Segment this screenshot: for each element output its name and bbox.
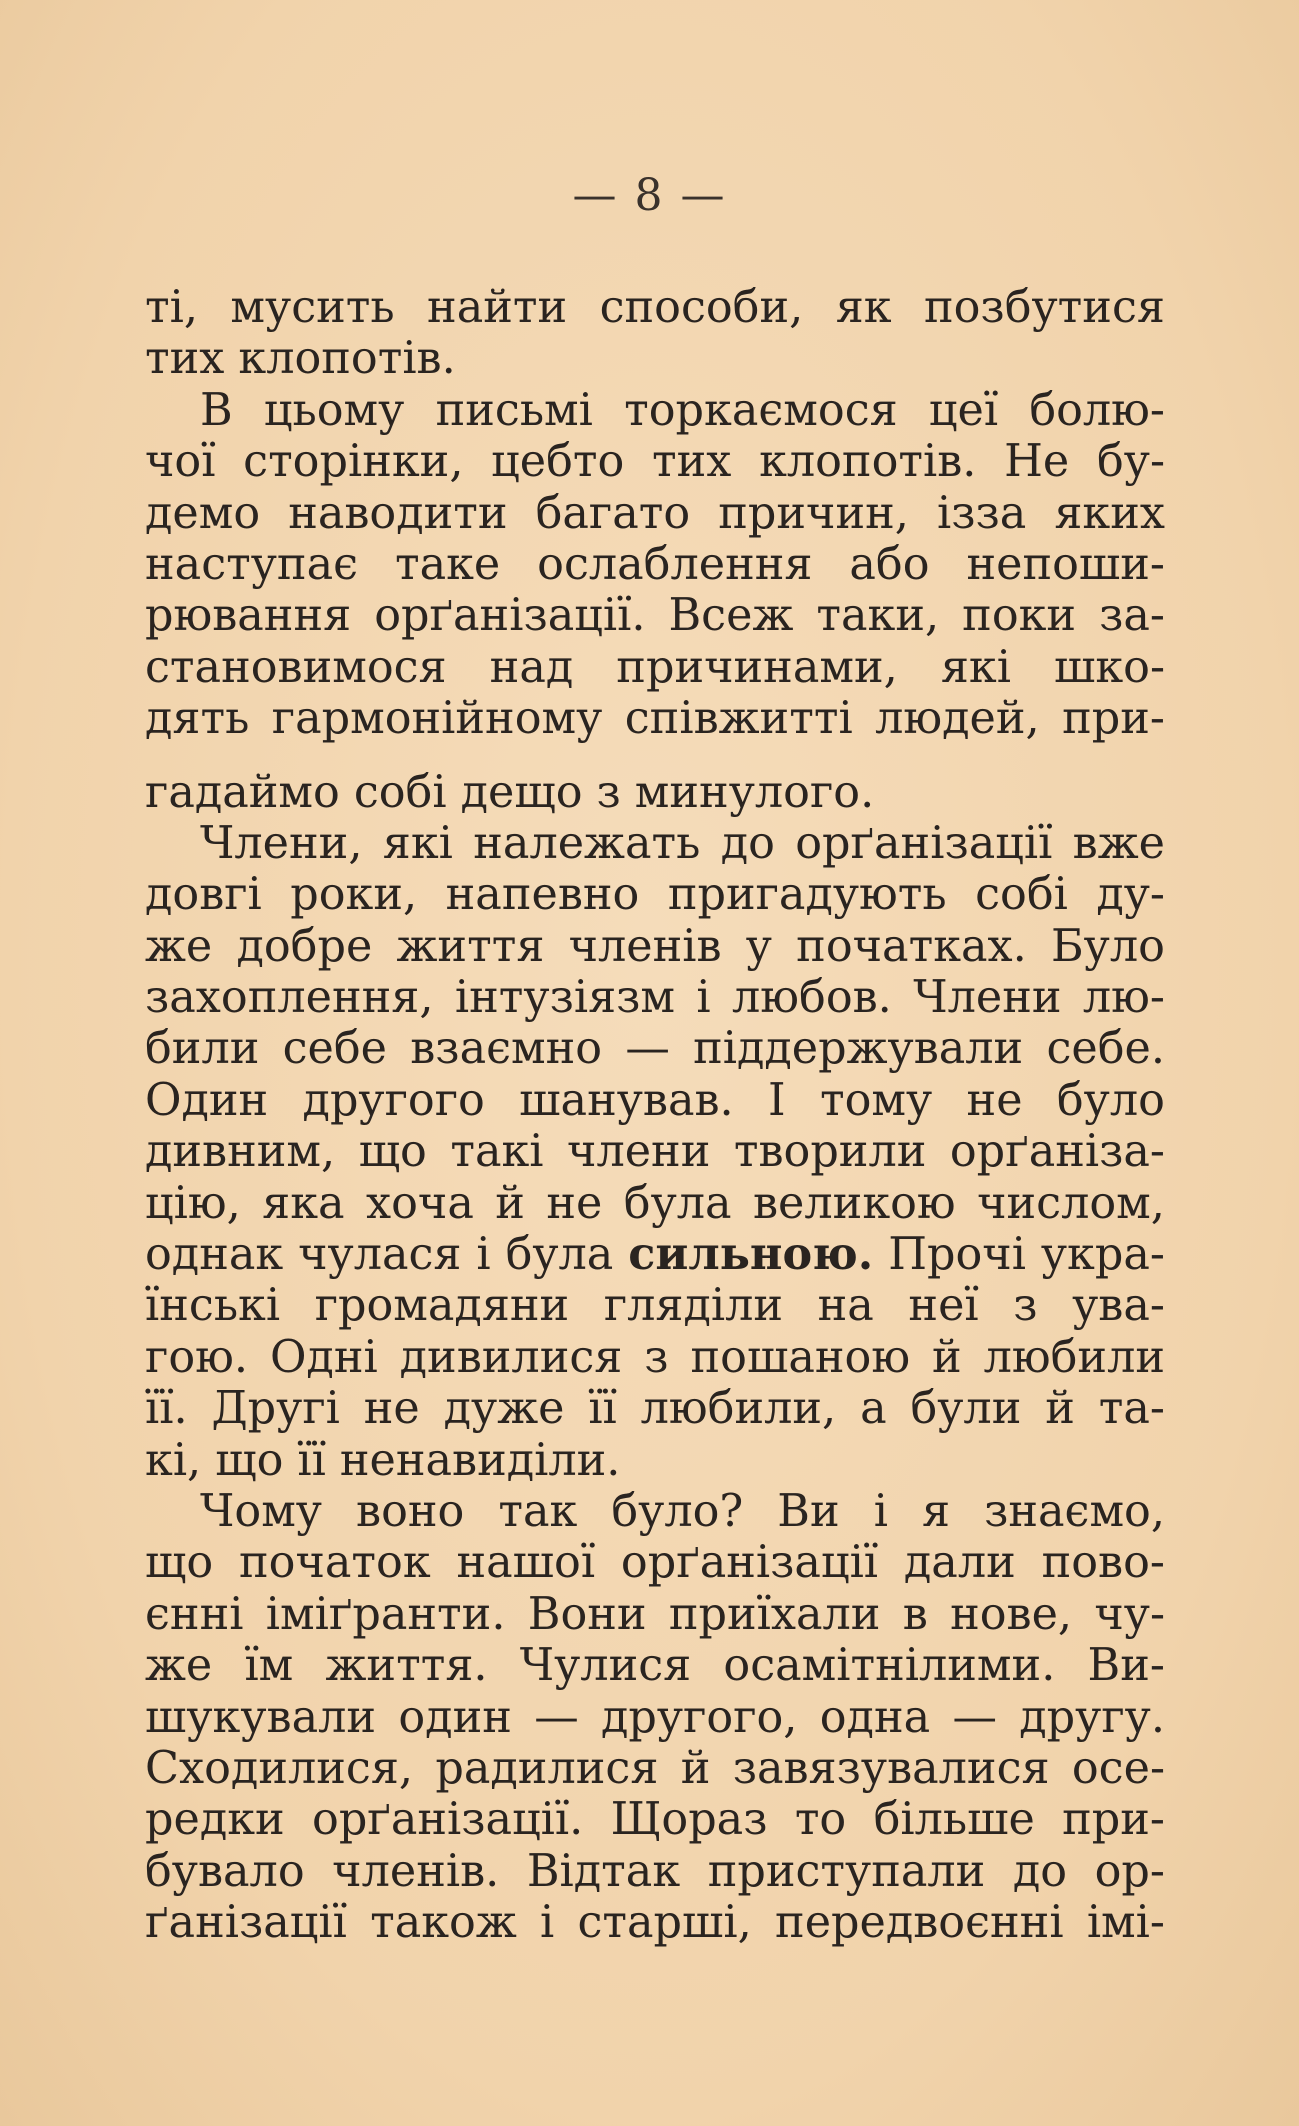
word: шанував. <box>519 1074 734 1126</box>
word: Не <box>1004 436 1070 488</box>
word: минулого. <box>634 766 875 818</box>
word: найти <box>427 282 568 333</box>
word: які <box>940 641 1011 693</box>
word: піддержували <box>693 1023 1024 1075</box>
text-line <box>145 693 1165 744</box>
word: при- <box>1062 693 1165 745</box>
word: і <box>873 1485 888 1537</box>
word: дещо <box>460 766 583 818</box>
word: укра- <box>1040 1229 1165 1281</box>
word: ослаблення <box>537 538 813 590</box>
word: творили <box>733 1126 927 1178</box>
text-line <box>145 1589 1165 1640</box>
word: Ви <box>777 1485 840 1537</box>
word: в <box>902 1588 928 1640</box>
word: редки <box>145 1794 285 1846</box>
word: то <box>794 1794 847 1846</box>
word: було? <box>611 1485 744 1537</box>
word: чулася <box>298 1229 462 1281</box>
word: ті, <box>145 282 198 333</box>
word: клопотів. <box>238 333 456 385</box>
word: другого <box>302 1074 485 1126</box>
word: Члени <box>913 972 1062 1024</box>
word: чої <box>145 436 216 488</box>
word: Чулися <box>519 1640 692 1692</box>
word: пово- <box>1041 1537 1165 1589</box>
word: лю- <box>1082 972 1165 1024</box>
word: їнські <box>145 1280 281 1332</box>
word: гою. <box>145 1331 248 1383</box>
word: Одні <box>269 1331 378 1383</box>
word: її <box>588 1383 617 1435</box>
word: були <box>910 1383 1022 1435</box>
text-line <box>145 1075 1165 1126</box>
word: іміґранти. <box>265 1588 506 1640</box>
word: й <box>932 1331 962 1383</box>
word: Прочі <box>888 1229 1026 1281</box>
word: цію, <box>145 1177 241 1229</box>
word: до <box>720 817 775 869</box>
word: я <box>921 1485 951 1537</box>
word: Члени, <box>200 817 363 869</box>
word: способи, <box>599 282 804 333</box>
word: яких <box>1054 487 1165 539</box>
word: гадаймо <box>145 766 340 818</box>
word: Другі <box>211 1383 340 1435</box>
word: члени <box>567 1126 711 1178</box>
word: тому <box>819 1074 933 1126</box>
word: неї <box>908 1280 979 1332</box>
word: Всеж <box>668 590 794 642</box>
text-line <box>145 921 1165 972</box>
word: співжитті <box>624 693 853 745</box>
word: били <box>145 1023 260 1075</box>
word: й <box>680 1742 711 1794</box>
word: також <box>370 1897 517 1949</box>
word: тих <box>652 436 732 488</box>
word: орґаніза- <box>949 1126 1165 1178</box>
word: пригадують <box>667 869 947 921</box>
word: і <box>540 1897 555 1949</box>
word: приступали <box>707 1845 986 1897</box>
text-line <box>145 767 1165 818</box>
word: яка <box>262 1177 345 1229</box>
word: Відтак <box>526 1845 681 1897</box>
text-line <box>145 642 1165 693</box>
word: себе <box>282 1023 388 1075</box>
word: гармонійному <box>271 693 603 745</box>
word: дуже <box>443 1383 565 1435</box>
word: життя <box>396 920 545 972</box>
word: любили <box>983 1331 1165 1383</box>
word: на <box>817 1280 874 1332</box>
word: й <box>1045 1383 1075 1435</box>
text-line <box>145 1692 1165 1743</box>
word: болю- <box>1029 384 1165 436</box>
word: у <box>745 920 772 972</box>
word: і <box>696 972 711 1024</box>
word: чу- <box>1094 1588 1165 1640</box>
word: орґанізації. <box>374 590 646 642</box>
word: ізза <box>936 487 1027 539</box>
word: — <box>952 1691 997 1743</box>
word: ува- <box>1072 1280 1165 1332</box>
word: Було <box>1050 920 1165 972</box>
word: орґанізації. <box>312 1794 584 1846</box>
word: людей, <box>875 693 1040 745</box>
word: дали <box>903 1537 1016 1589</box>
word: дять <box>145 693 250 745</box>
word: їм <box>244 1640 294 1692</box>
text-line <box>145 436 1165 487</box>
word: які <box>382 817 453 869</box>
word: любов. <box>732 972 892 1024</box>
word: Сходилися, <box>145 1742 414 1794</box>
word: таки, <box>816 590 940 642</box>
word: клопотів. <box>759 436 977 488</box>
word: орґанізації <box>795 817 1053 869</box>
text-line <box>145 1280 1165 1331</box>
word: було <box>1056 1074 1165 1126</box>
word: причинами, <box>616 641 898 693</box>
word: — <box>625 1023 670 1075</box>
word: рювання <box>145 590 352 642</box>
word: була <box>505 1229 614 1281</box>
word: не <box>363 1383 420 1435</box>
word: бувало <box>145 1845 305 1897</box>
word: цеї <box>928 384 999 436</box>
word: одна <box>819 1691 931 1743</box>
word: вже <box>1072 817 1165 869</box>
word: ор- <box>1094 1845 1165 1897</box>
word: що <box>358 1126 427 1178</box>
word: роки, <box>290 869 418 921</box>
word: нашої <box>456 1537 596 1589</box>
word: єнні <box>145 1588 244 1640</box>
word: напевно <box>445 869 640 921</box>
word: дивним, <box>145 1126 336 1178</box>
word: Один <box>145 1074 269 1126</box>
word: Ви- <box>1087 1640 1165 1692</box>
word: не <box>546 1177 603 1229</box>
text-line <box>145 1023 1165 1074</box>
word: кі, <box>145 1434 202 1486</box>
text-line <box>145 282 1165 333</box>
word: багато <box>535 487 691 539</box>
word: письмі <box>435 384 593 436</box>
word: приїхали <box>668 1588 881 1640</box>
word: тих <box>145 333 225 385</box>
text-line <box>145 590 1165 641</box>
word: Чому <box>200 1485 322 1537</box>
word: такі <box>450 1126 544 1178</box>
text-line <box>145 1178 1165 1229</box>
text-line <box>145 488 1165 539</box>
word: числом, <box>977 1177 1165 1229</box>
text-line <box>145 869 1165 920</box>
word: громадяни <box>314 1280 570 1332</box>
word: собі <box>975 869 1068 921</box>
word: взаємно <box>410 1023 603 1075</box>
word: членів <box>568 920 722 972</box>
word: знаємо, <box>984 1485 1165 1537</box>
word: так <box>498 1485 578 1537</box>
word: її. <box>145 1383 188 1435</box>
word: не <box>966 1074 1023 1126</box>
word: як <box>835 282 892 333</box>
text-line <box>145 1743 1165 1794</box>
word: або <box>849 538 930 590</box>
text-line <box>145 1435 1165 1486</box>
text-line <box>145 972 1165 1023</box>
word: таке <box>394 538 501 590</box>
word: торкаємося <box>624 384 898 436</box>
word: була <box>623 1177 732 1229</box>
word: гляділи <box>603 1280 784 1332</box>
word: сильною. <box>628 1228 874 1281</box>
page-number: — 8 — <box>572 170 727 221</box>
text-line <box>145 818 1165 869</box>
word: В <box>200 384 233 436</box>
word: до <box>1012 1845 1068 1897</box>
word: ненавиділи. <box>339 1434 621 1486</box>
word: один <box>398 1691 512 1743</box>
word: пошаною <box>690 1331 911 1383</box>
text-line <box>145 1846 1165 1897</box>
word: довгі <box>145 869 262 921</box>
text-line <box>145 1229 1165 1280</box>
word: нове, <box>950 1588 1073 1640</box>
word: же <box>145 920 213 972</box>
word: цебто <box>491 436 625 488</box>
word: дивилися <box>399 1331 623 1383</box>
word: з <box>596 766 621 818</box>
word: ду- <box>1096 869 1165 921</box>
word: над <box>489 641 574 693</box>
word: непоши- <box>966 538 1165 590</box>
word: належать <box>473 817 701 869</box>
word: більше <box>873 1794 1035 1846</box>
word: демо <box>145 487 261 539</box>
word: при- <box>1062 1794 1165 1846</box>
word: шко- <box>1053 641 1165 693</box>
word: за- <box>1099 590 1165 642</box>
word: осамітнілими. <box>723 1640 1056 1692</box>
text-line <box>145 1383 1165 1434</box>
word: причин, <box>718 487 909 539</box>
word: хоча <box>366 1177 474 1229</box>
text-line <box>145 333 1165 384</box>
word: другу. <box>1019 1691 1165 1743</box>
word: та- <box>1098 1383 1165 1435</box>
word: становимося <box>145 641 447 693</box>
word: І <box>768 1074 786 1126</box>
word: позбутися <box>923 282 1165 333</box>
word: її <box>297 1434 326 1486</box>
word: сторінки, <box>243 436 464 488</box>
word: однак <box>145 1229 284 1281</box>
word: ґанізації <box>145 1897 347 1949</box>
word: інтузіязм <box>454 972 676 1024</box>
text-line <box>145 385 1165 436</box>
text-line <box>145 1897 1165 1948</box>
word: життя. <box>325 1640 488 1692</box>
word: що <box>145 1537 214 1589</box>
text-line <box>145 1486 1165 1537</box>
text-line <box>145 1332 1165 1383</box>
word: наводити <box>288 487 508 539</box>
text-line <box>145 1537 1165 1588</box>
word: радилися <box>435 1742 659 1794</box>
word: захоплення, <box>145 972 434 1024</box>
word: завязувалися <box>732 1742 1050 1794</box>
word: початок <box>239 1537 431 1589</box>
text-line <box>145 1126 1165 1177</box>
word: другого, <box>601 1691 798 1743</box>
word: цьому <box>263 384 405 436</box>
word: Щораз <box>610 1794 768 1846</box>
word: початках. <box>796 920 1027 972</box>
word: собі <box>353 766 447 818</box>
word: старші, <box>577 1897 752 1949</box>
word: передвоєнні <box>775 1897 1064 1949</box>
word: імі- <box>1086 1897 1165 1949</box>
word: наступає <box>145 538 359 590</box>
word: себе. <box>1046 1023 1165 1075</box>
word: з <box>1013 1280 1038 1332</box>
text-line <box>145 539 1165 590</box>
word: мусить <box>230 282 395 333</box>
word: великою <box>753 1177 956 1229</box>
word: Вони <box>527 1588 647 1640</box>
word: же <box>145 1640 213 1692</box>
body-text <box>145 282 1165 1949</box>
word: з <box>644 1331 669 1383</box>
text-line <box>145 1640 1165 1691</box>
word: любили, <box>640 1383 837 1435</box>
word: воно <box>356 1485 465 1537</box>
word: орґанізації <box>620 1537 879 1589</box>
word: і <box>476 1229 491 1281</box>
word: — <box>534 1691 579 1743</box>
word: й <box>495 1177 525 1229</box>
word: що <box>215 1434 284 1486</box>
word: шукували <box>145 1691 377 1743</box>
word: бу- <box>1096 436 1165 488</box>
word: поки <box>962 590 1077 642</box>
word: осе- <box>1071 1742 1165 1794</box>
word: добре <box>236 920 373 972</box>
text-line <box>145 1794 1165 1845</box>
word: а <box>860 1383 887 1435</box>
word: членів. <box>332 1845 500 1897</box>
